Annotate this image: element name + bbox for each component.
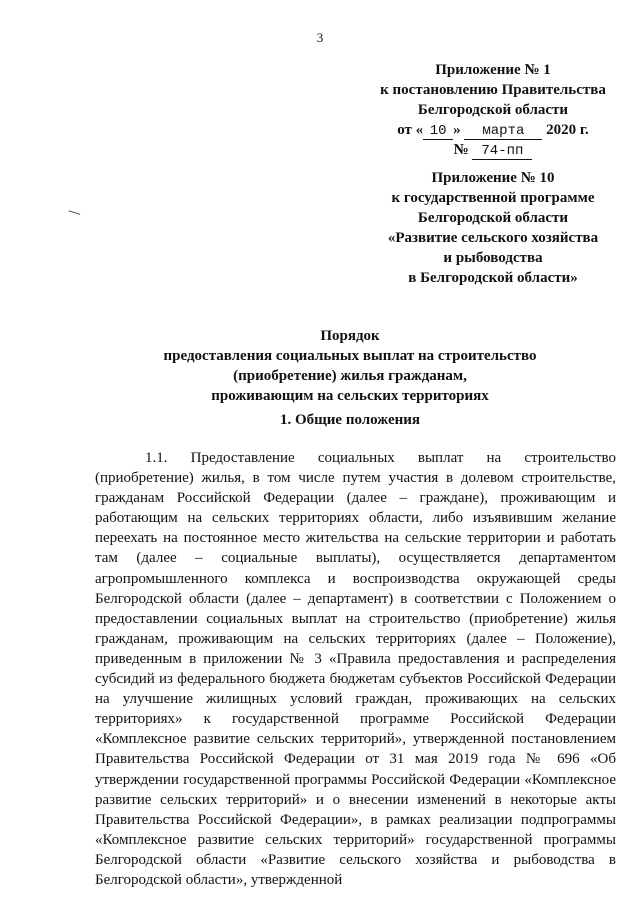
appendix-1-title: Приложение № 1 [435,62,551,78]
appendix-10-line6: в Белгородской области» [408,270,578,286]
document-title [60,326,640,406]
document-title-line2: предоставления социальных выплат на строительство [163,348,537,364]
appendix-1-line3: Белгородской области [417,102,569,118]
decree-number-field: 74-пп [472,143,532,160]
document-title-line1: Порядок [320,328,380,344]
appendix-1-number-line [360,140,626,160]
appendix-10-line4: «Развитие сельского хозяйства [387,230,599,246]
appendix-10-block [360,168,626,288]
number-prefix: № [453,142,469,158]
date-prefix: от « [397,122,424,138]
appendix-1-date-line [360,120,626,140]
document-title-line3: (приобретение) жилья гражданам, [233,368,467,384]
date-year: 2020 г. [546,122,589,138]
appendix-10-line3: Белгородской области [417,210,569,226]
section-heading: 1. Общие положения [279,412,421,428]
date-mid: » [453,122,461,138]
appendix-10-line5: и рыбоводства [443,250,543,266]
scan-mark [68,210,81,218]
appendix-1-line2: к постановлению Правительства [380,82,606,98]
appendix-10-line2: к государственной программе [391,190,595,206]
appendix-10-title: Приложение № 10 [431,170,555,186]
page-number: 3 [316,30,324,45]
date-day-field: 10 [423,123,453,140]
document-title-line4: проживающим на сельских территориях [211,388,489,404]
paragraph-1-1: 1.1. Предоставление социальных выплат на строительство (приобретение) жилья, в том числе путем участия в долевом строительстве, гражданам Российской Федерации (далее – граждане), проживающим и работающим на сельских территориях области, либо изъявившим желание переехать на постоянное место жительства на сельские территории и работать там (далее – социальные выплаты), осуществляется департаментом агропромышленного комплекса и воспроизводства окружающей среды Белгородской области (далее – департамент) в соответствии с Положением о предоставлении социальных выплат на строительство (приобретение) жилья гражданам, проживающим на сельских территориях (далее – Положение), приведенным в приложении № 3 «Правила предоставления и распределения субсидий из федерального бюджета бюджетам субъектов Российской Федерации на улучшение жилищных условий граждан, проживающих на сельских территориях» к государственной программе Российской Федерации «Комплексное развитие сельских территорий», утвержденной постановлением Правительства Российской Федерации от 31 мая 2019 года № 696 «Об утверждении государственной программы Российской Федерации «Комплексное развитие сельских территорий» и о внесении изменений в некоторые акты Правительства Российской Федерации», в рамках реализации подпрограммы «Комплексное развитие сельских территорий» государственной программы Белгородской области «Развитие сельского хозяйства и рыбоводства в Белгородской области», утвержденной [95,450,616,888]
body-text [95,448,616,890]
appendix-1-block [360,60,626,160]
date-month-field: марта [464,123,542,140]
